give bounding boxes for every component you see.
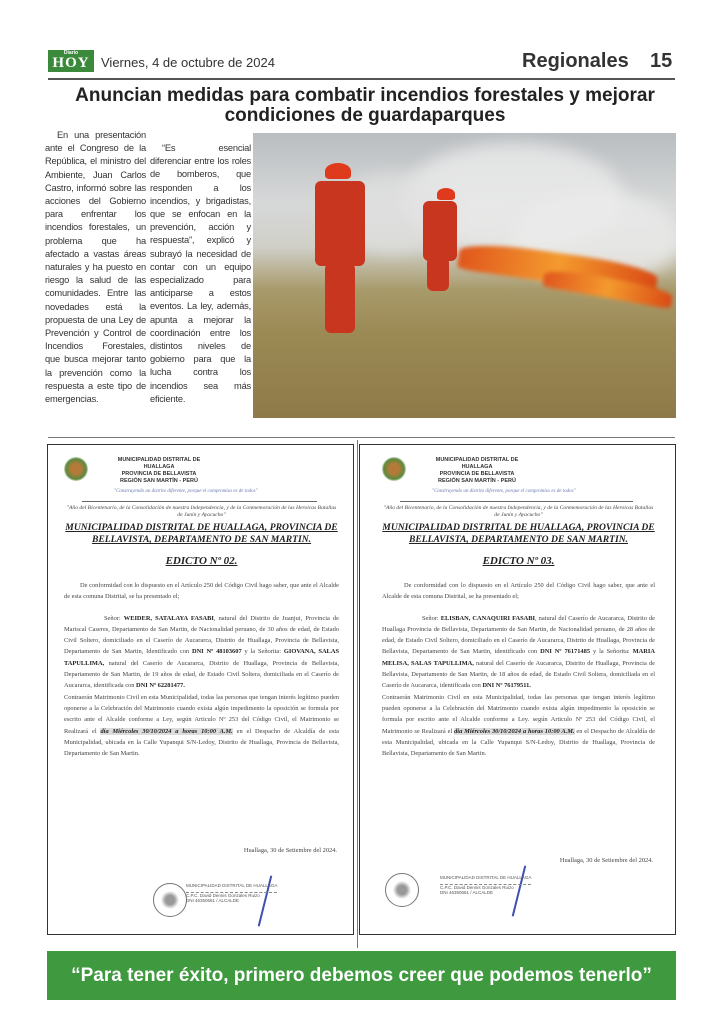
place-date: Huallaga, 30 de Setiembre del 2024. <box>243 847 337 854</box>
newspaper-logo <box>48 50 94 72</box>
notice-heading: MUNICIPALIDAD DISTRITAL DE HUALLAGA, PROVINCIA DE BELLAVISTA, DEPARTAMENTO DE SAN MARTIN. <box>65 522 338 545</box>
official-stamp-icon <box>153 883 187 917</box>
official-stamp-icon <box>385 873 419 907</box>
groom-name: WEIDER, SATALAYA FASABI <box>123 614 214 622</box>
signature-block: MUNICIPALIDAD DISTRITAL DE HUALLAGA C.P.C. David Dennis Gonzales Ruizo DNI 46350661 / ALCALDE <box>440 875 532 895</box>
logo-small-text: Diario <box>63 50 79 56</box>
bride-name: GIOVANA, SALAS TAPULLIMA, <box>64 648 339 667</box>
bride-name: MARIA MELISA, SALAS TAPULLIMA, <box>382 648 655 667</box>
motto: "Construyendo un distrito diferente, porque el compromiso es de todos" <box>114 489 258 494</box>
edict-intro: De conformidad con lo dispuesto en el Artículo 250 del Código Civil hago saber, que ante el Alcalde de esta comuna Distrital, se ha presentado el; <box>64 582 339 601</box>
quote-banner: “Para tener éxito, primero debemos creer que podemos tenerlo” <box>47 951 676 1000</box>
paragraph: En una presentación ante el Congreso de la República, el ministro del Ambiente, Juan Carlos Castro, informó sobre las acciones del Gobierno para enfrentar los incendios forestales, un problema que ha afectado a vastas áreas naturales y ha puesto en riesgo la salud de las comunidades. Entre las novedades está la propuesta de una Ley de Prevención y Control de Incendios Forestales, que busca mejorar tanto la prevención como la respuesta a este tipo de emergencias. <box>45 130 146 405</box>
year-slogan: "Año del Bicentenario, de la Consolidación de nuestra Independencia, y de la Conmemoración de las Heroicas Batallas de Junín y Ayacucho" <box>66 505 337 518</box>
province-name: PROVINCIA DE BELLAVISTA <box>439 471 515 477</box>
groom-name: ELISBAN, CANAQUIRI FASABI <box>440 614 536 622</box>
edict-notice <box>47 444 354 935</box>
edict-body: Señor: ELISBAN, CANAQUIRI FASABI, natural del Caserío de Aucararca, Distrito de Huallaga Provincia de Bellavista, Departamento de San Martin, de Nacionalidad peruano, de 28 años de edad, de Estado Civil Soltero, domiciliado en el Caserío de Aucararca, Distrito de Huallaga, Provincia de Bellavista, Departamento de San Martin, identificado con DNI Nº 76171485 y la Señorita: MARIA MELISA, SALAS TAPULLIMA, natural del Caserío de Aucararca, Distrito de Huallaga, Provincia de Bellavista, Departamento de San Martin, de 18 años de edad, de Estado Civil Soltera, domiciliada en el Caserío de Aucararca, identificada con DNI Nº 76179511. Contraerán Matrimonio Civil en esta Municipalidad, todas las personas que tengan interés legítimo pueden oponerse a la Celebración del Matrimonio cuando exista algún impedimento la oposición se formula por escrito ante el Alcalde conforme a Ley. según Articulo Nº 253 del Código Civil, el Matrimonio se Realizará el dia Miércoles 30/10/2024 a horas 10:00 A.M. en el Despacho de Alcaldía de esta Municipalidad, ubicada en la Calle Yupanqui S/N-Ledoy, Distrito de Huallaga, Provincia de Bellavista, Departamento de San Martin. <box>382 614 655 758</box>
region-name: REGIÓN SAN MARTÍN - PERÚ <box>120 478 198 484</box>
edict-content <box>64 505 339 759</box>
wildfire-photo <box>253 133 676 418</box>
municipality-name: MUNICIPALIDAD DISTRITAL DE HUALLAGA <box>117 457 201 470</box>
edict-number: EDICTO Nº 02. <box>165 555 238 567</box>
year-slogan: "Año del Bicentenario, de la Consolidación de nuestra Independencia, y de la Conmemoración de las Heroicas Batallas de Junín y Ayacucho" <box>383 505 654 518</box>
page-number: 15 <box>650 50 673 72</box>
signature-block: MUNICIPALIDAD DISTRITAL DE HUALLAGA C.P.C. David Dennis Gonzales Ruizo DNI 46350661 / ALCALDE <box>186 883 278 903</box>
section-rule <box>48 437 675 438</box>
region-name: REGIÓN SAN MARTÍN - PERÚ <box>438 478 516 484</box>
groom-dni: DNI Nº 48103607 <box>191 648 242 656</box>
notice-heading: MUNICIPALIDAD DISTRITAL DE HUALLAGA, PROVINCIA DE BELLAVISTA, DEPARTAMENTO DE SAN MARTIN. <box>382 522 655 545</box>
column-divider <box>357 440 358 948</box>
place-date: Huallaga, 30 de Setiembre del 2024. <box>559 857 653 864</box>
municipal-crest-icon <box>382 457 406 481</box>
bride-dni: DNI Nº 76179511. <box>482 682 531 690</box>
header-rule <box>48 78 675 80</box>
article-column-1 <box>45 129 146 406</box>
province-name: PROVINCIA DE BELLAVISTA <box>121 471 197 477</box>
groom-dni: DNI Nº 76171485 <box>540 648 591 656</box>
edict-notice <box>359 444 676 935</box>
ceremony-date: día Miércoles 30/10/2024 a horas 10:00 A.M. <box>100 727 233 735</box>
edict-body: Señor: WEIDER, SATALAYA FASABI, natural del Distrito de Juanjui, Provincia de Mariscal Caseres, Departamento de San Martin, de Nacionalidad peruano, de 30 años de edad, de Estado Civil Soltero, domiciliado en el Caserío de Aucararca, Distrito de Huallaga, Provincia de Bellavista, Departamento de San Martin, Identificado con DNI Nº 48103607 y la Señorita: GIOVANA, SALAS TAPULLIMA, natural del Caserío de Aucararca, Distrito de Huallaga, Provincia de Bellavista, Departamento de San Martin, de 19 años de edad, de Estado Civil Soltera, domiciliada en el Caserío de Aucararca, identificada con DNI Nº 62281477. Contraerán Matrimonio Civil en esta Municipalidad, todas las personas que tengan interés legítimo pueden oponerse a la Celebración del Matrimonio cuando exista algún impedimento la oposición se formula por escrito ante el Alcalde conforme a Ley, según Articulo Nº 253 del Código Civil, el Matrimonio se Realizará el día Miércoles 30/10/2024 a horas 10:00 A.M. en el Despacho de Alcaldía de esta Municipalidad, ubicada en la Calle Yupanqui S/N-Ledoy, Distrito de Huallaga, Provincia de Bellavista, Departamento de San Martin. <box>64 614 339 758</box>
ceremony-date: dia Miércoles 30/10/2024 a horas 10:00 A.M. <box>454 727 575 735</box>
municipality-header <box>104 457 214 485</box>
edict-content <box>382 505 655 759</box>
paragraph: “Es esencial diferenciar entre los roles de bomberos, que responden a los incendios, y brigadistas, que se enfocan en la prevención, acción y respuesta”, explicó y subrayó la necesidad de contar con un equipo especializado para anticiparse a estos eventos. La ley, además, apunta a mejorar la coordinación entre los distintos niveles de gobierno para que la lucha contra los incendios sea más eficiente. <box>150 143 251 404</box>
municipality-name: MUNICIPALIDAD DISTRITAL DE HUALLAGA <box>435 457 519 470</box>
municipality-header <box>422 457 532 485</box>
edict-intro: De conformidad con lo dispuesto en el Artículo 250 del Código Civil hago saber, que ante el Alcalde de esta comuna Distrital, se ha presentado el; <box>382 582 655 601</box>
logo-text: HOY <box>52 55 90 71</box>
issue-date: Viernes, 4 de octubre de 2024 <box>101 55 275 70</box>
municipal-crest-icon <box>64 457 88 481</box>
section-name: Regionales <box>522 50 629 72</box>
motto: "Construyendo un distrito diferente, porque el compromiso es de todos" <box>432 489 576 494</box>
bride-dni: DNI Nº 62281477. <box>136 682 185 690</box>
article-column-2 <box>150 142 251 406</box>
article-title: Anuncian medidas para combatir incendios forestales y mejorar condiciones de guardaparques <box>75 85 655 126</box>
edict-number: EDICTO Nº 03. <box>482 555 555 567</box>
